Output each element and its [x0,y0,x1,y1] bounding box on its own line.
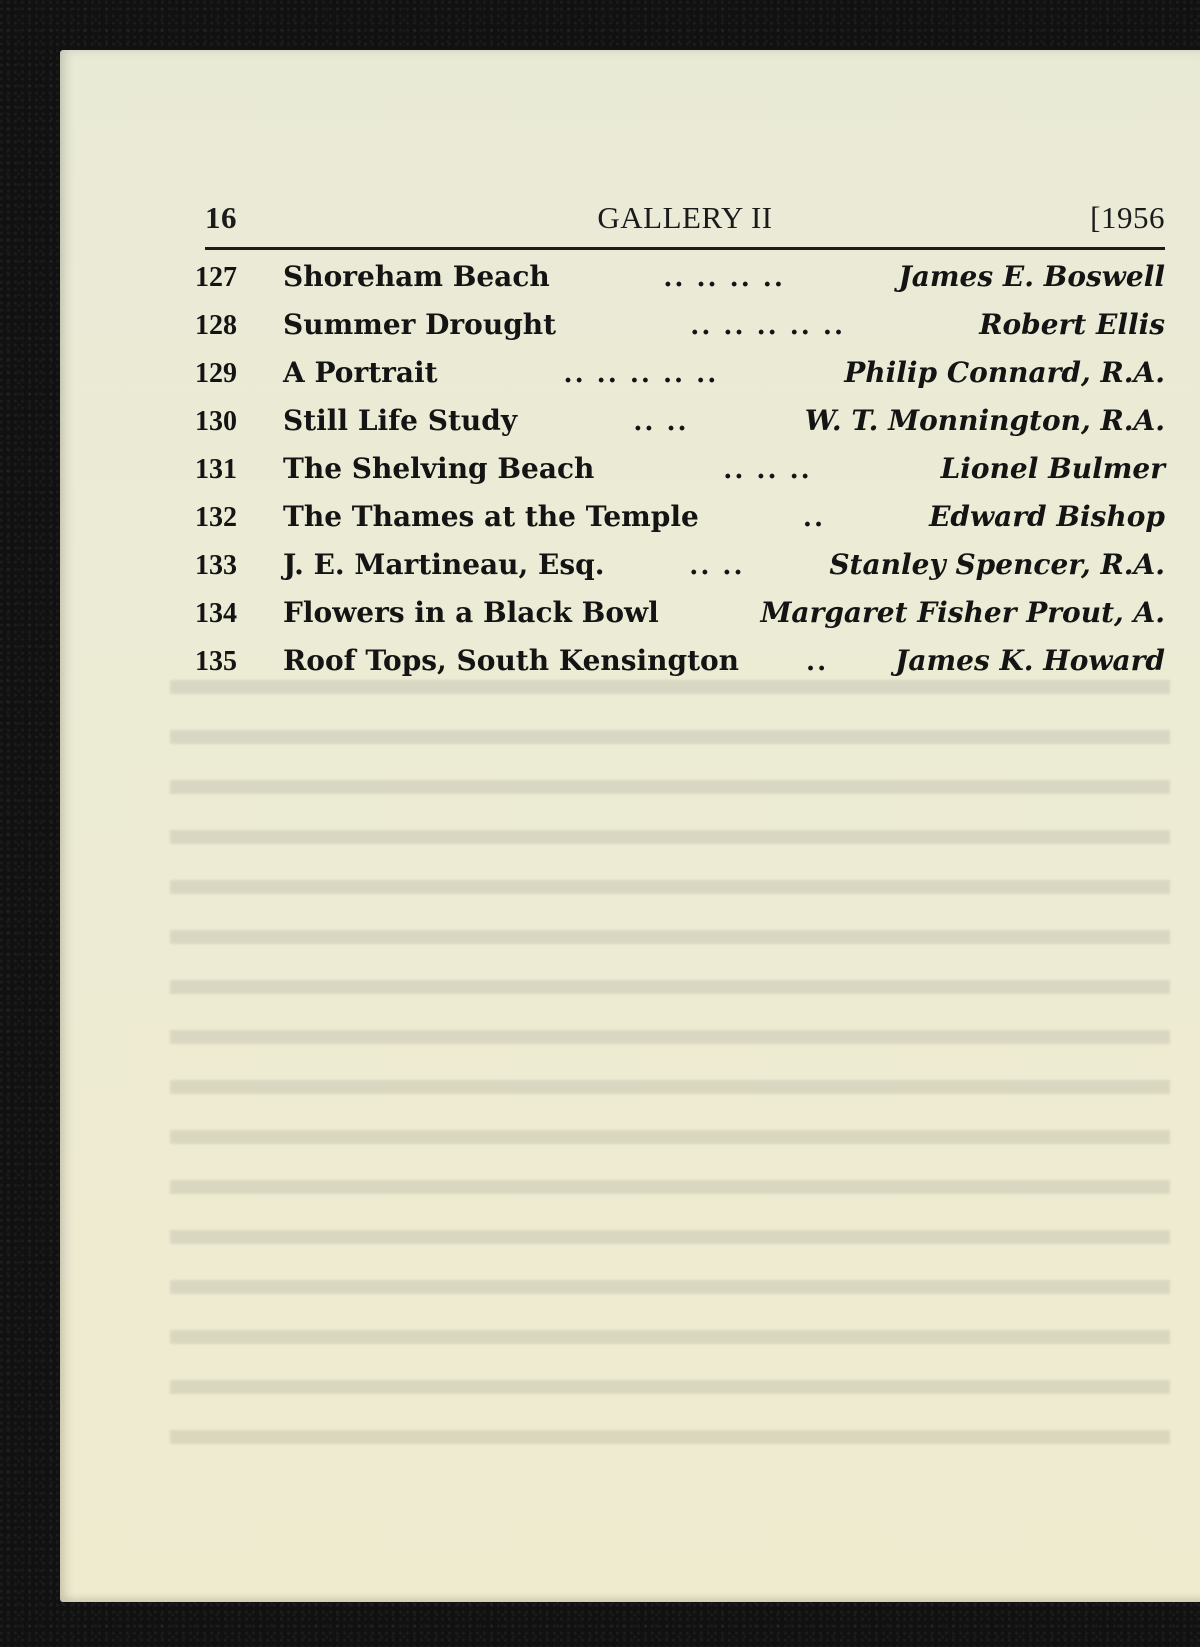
entry-leader: .. [802,503,825,533]
entry-artist: Lionel Bulmer [940,452,1165,485]
entry-artist: Edward Bishop [929,500,1165,533]
entry-title: Summer Drought [283,308,557,341]
catalogue-page [60,50,1200,1602]
list-item [195,356,1165,404]
page-number: 16 [205,200,237,235]
list-item [195,644,1165,692]
entry-title: Shoreham Beach [283,260,550,293]
entry-title: The Shelving Beach [283,452,595,485]
list-item [195,596,1165,644]
page-header [205,200,1165,234]
entry-title: J. E. Martineau, Esq. [283,548,605,581]
entry-leader: .. .. [689,551,745,581]
entry-number: 134 [195,598,237,629]
entry-leader: .. .. .. .. .. [563,359,719,389]
show-through-text [170,650,1170,1450]
list-item [195,260,1165,308]
entry-number: 133 [195,550,237,581]
list-item [195,548,1165,596]
entry-title: Flowers in a Black Bowl [283,596,659,629]
list-item [195,308,1165,356]
entry-title: Still Life Study [283,404,518,437]
entry-number: 131 [195,454,237,485]
entry-leader: .. .. [633,407,689,437]
entry-leader: .. .. .. .. .. [690,311,846,341]
entry-number: 132 [195,502,237,533]
entry-leader: .. .. .. [723,455,812,485]
entry-artist: Philip Connard, R.A. [844,356,1165,389]
entry-leader: .. [806,647,829,677]
list-item [195,452,1165,500]
entry-artist: James K. Howard [895,644,1165,677]
entry-number: 129 [195,358,237,389]
entry-leader: .. .. .. .. [663,263,785,293]
entry-title: A Portrait [283,356,438,389]
list-item [195,404,1165,452]
entry-number: 127 [195,262,237,293]
entry-artist: Margaret Fisher Prout, A. [760,596,1165,629]
entry-number: 130 [195,406,237,437]
entry-list [195,260,1165,692]
entry-artist: W. T. Monnington, R.A. [804,404,1165,437]
list-item [195,500,1165,548]
entry-title: The Thames at the Temple [283,500,699,533]
entry-artist: Stanley Spencer, R.A. [829,548,1165,581]
gallery-title: GALLERY II [597,200,773,235]
year-label: [1956 [1090,200,1165,235]
entry-artist: Robert Ellis [979,308,1165,341]
header-rule [205,247,1165,250]
entry-artist: James E. Boswell [898,260,1165,293]
entry-title: Roof Tops, South Kensington [283,644,740,677]
entry-number: 135 [195,646,237,677]
entry-number: 128 [195,310,237,341]
